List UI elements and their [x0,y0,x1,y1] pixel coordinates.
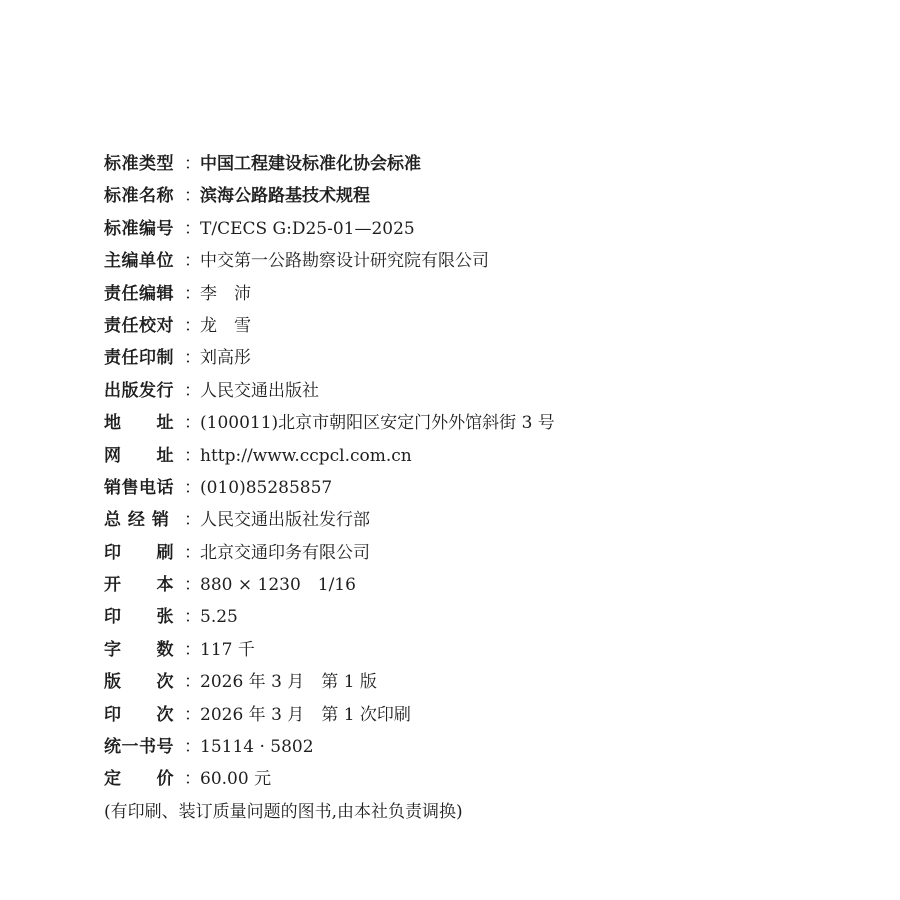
colon: ： [184,510,201,531]
website-value: http://www.ccpcl.com.cn [200,445,412,466]
colon: ： [184,672,201,693]
colon: ： [184,477,201,498]
standard-number-label: 标准编号 [104,218,174,239]
colon: ： [184,348,201,369]
format-value: 880 × 1230 1/16 [200,575,356,596]
colon: ： [184,283,201,304]
sales-phone-label: 销售电话 [104,477,174,498]
standard-type-label: 标准类型 [104,154,174,174]
info-row-publisher [104,375,864,407]
address-label: 地 址 [104,413,174,434]
colon: ： [184,315,201,336]
responsible-printing-label: 责任印制 [104,348,174,369]
info-row-word-count [104,634,864,666]
colon: ： [184,542,201,563]
colon: ： [184,575,201,596]
standard-number-value: T/CECS G:D25-01—2025 [200,218,415,239]
info-row-responsible-editor [104,278,864,310]
printer-label: 印 刷 [104,542,174,563]
info-row-responsible-printing [104,342,864,374]
word-count-label: 字 数 [104,639,174,660]
responsible-proofreader-value: 龙 雪 [200,315,251,336]
colon: ： [184,639,201,660]
printing-label: 印 次 [104,704,174,725]
info-row-standard-number [104,213,864,245]
responsible-proofreader-label: 责任校对 [104,315,174,336]
info-row-chief-editor-unit [104,245,864,277]
info-row-sales-phone [104,472,864,504]
colon: ： [184,251,201,272]
responsible-editor-label: 责任编辑 [104,283,174,304]
colon: ： [184,704,201,725]
chief-editor-unit-label: 主编单位 [104,251,174,272]
colon: ： [184,218,201,239]
info-row-price [104,763,864,795]
colon: ： [184,413,201,434]
standard-type-value: 中国工程建设标准化协会标准 [200,154,421,174]
info-row-responsible-proofreader [104,310,864,342]
info-row-printed-sheets [104,601,864,633]
sales-phone-value: (010)85285857 [200,477,333,498]
chief-editor-unit-value: 中交第一公路勘察设计研究院有限公司 [200,251,489,272]
colon: ： [184,769,201,790]
responsible-printing-value: 刘高彤 [200,348,251,369]
info-row-unified-book-number [104,731,864,763]
printer-value: 北京交通印务有限公司 [200,542,370,563]
responsible-editor-value: 李 沛 [200,283,251,304]
format-label: 开 本 [104,575,174,596]
standard-name-label: 标准名称 [104,186,174,207]
edition-label: 版 次 [104,672,174,693]
info-row-website [104,440,864,472]
address-value: (100011)北京市朝阳区安定门外外馆斜街 3 号 [200,413,555,434]
price-label: 定 价 [104,769,174,790]
price-value: 60.00 元 [200,769,272,790]
standard-name-value: 滨海公路路基技术规程 [200,186,370,207]
printing-value: 2026 年 3 月 第 1 次印刷 [200,704,411,725]
info-row-printing [104,699,864,731]
colon: ： [184,186,201,207]
unified-book-number-value: 15114 · 5802 [200,737,314,758]
info-row-distributor [104,504,864,536]
colon: ： [184,154,201,174]
edition-value: 2026 年 3 月 第 1 版 [200,672,377,693]
info-row-format [104,569,864,601]
printed-sheets-label: 印 张 [104,607,174,628]
printed-sheets-value: 5.25 [200,607,238,628]
quality-note: (有印刷、装订质量问题的图书,由本社负责调换) [104,801,463,822]
info-row-standard-type [104,148,864,180]
publication-info-list [104,148,864,828]
colon: ： [184,737,201,758]
colon: ： [184,445,201,466]
colon: ： [184,607,201,628]
website-label: 网 址 [104,445,174,466]
publisher-value: 人民交通出版社 [200,380,319,401]
distributor-label: 总 经 销 [104,510,170,531]
colon: ： [184,380,201,401]
publisher-label: 出版发行 [104,380,174,401]
info-row-printer [104,537,864,569]
distributor-value: 人民交通出版社发行部 [200,510,370,531]
info-row-edition [104,666,864,698]
info-row-address [104,407,864,439]
info-row-standard-name [104,180,864,212]
unified-book-number-label: 统一书号 [104,737,174,758]
word-count-value: 117 千 [200,639,255,660]
